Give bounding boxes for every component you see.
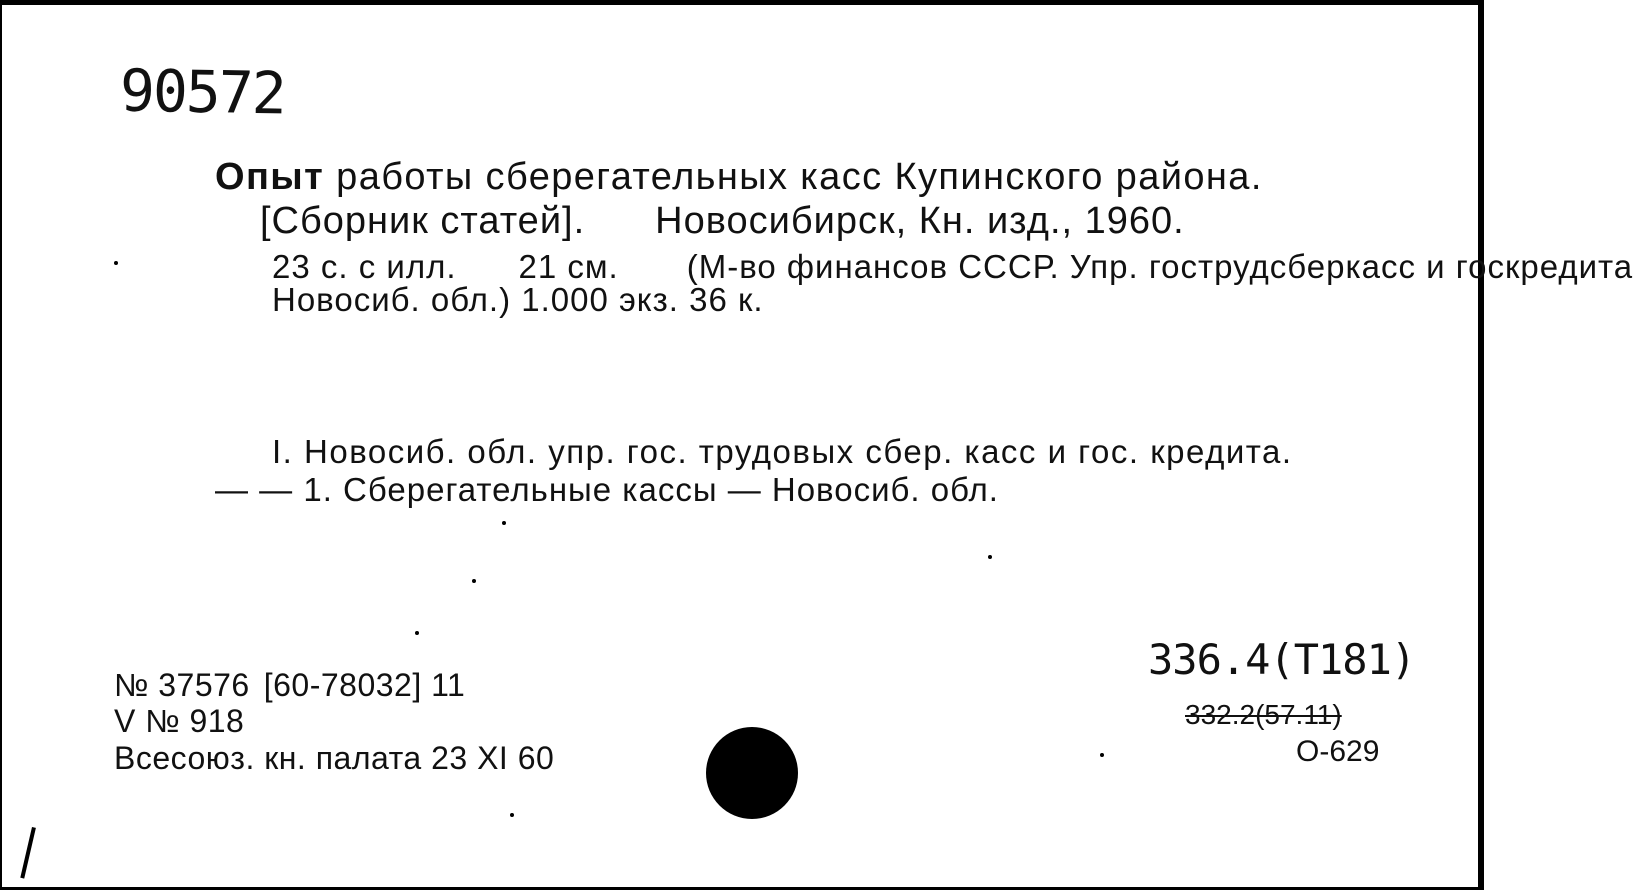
title-subtitle: [Сборник статей]. bbox=[260, 200, 586, 242]
speck bbox=[472, 579, 476, 583]
title-first-word: Опыт bbox=[215, 156, 325, 198]
struck-classification: 332.2(57.11) bbox=[1185, 699, 1342, 730]
size: 21 см. bbox=[518, 248, 619, 285]
title-line-2 bbox=[260, 202, 1185, 240]
order-number: [60-78032] bbox=[263, 667, 422, 703]
collation-line bbox=[272, 250, 1633, 283]
speck bbox=[1100, 753, 1104, 757]
series-note-line-2: Новосиб. обл.) 1.000 экз. 36 к. bbox=[272, 281, 764, 318]
v-number: V № 918 bbox=[114, 703, 245, 739]
imprint: Новосибирск, Кн. изд., 1960. bbox=[655, 200, 1185, 242]
punch-hole bbox=[706, 727, 798, 819]
title-line-1 bbox=[215, 158, 1263, 196]
pages: 23 с. с илл. bbox=[272, 248, 457, 285]
speck bbox=[510, 813, 514, 817]
speck bbox=[988, 555, 992, 559]
speck bbox=[502, 521, 506, 525]
author-code: О-629 bbox=[1296, 735, 1380, 768]
footer-line-1 bbox=[114, 669, 465, 701]
pencil-slash-mark bbox=[20, 827, 36, 879]
speck bbox=[114, 261, 118, 265]
series-note-part-1: (М-во финансов СССР. Упр. гострудсберкасс и госкредита bbox=[686, 248, 1633, 285]
title-rest: работы сберегательных касс Купинского района. bbox=[336, 156, 1263, 198]
card-number: № 37576 bbox=[114, 667, 250, 703]
handwritten-classification: 336.4(T181) bbox=[1148, 635, 1416, 684]
count: 11 bbox=[431, 667, 466, 703]
speck bbox=[415, 631, 419, 635]
book-chamber: Всесоюз. кн. палата 23 XI 60 bbox=[114, 740, 555, 776]
handwritten-card-number: 90572 bbox=[119, 56, 286, 128]
tracing-line-2: — — 1. Сберегательные кассы — Новосиб. обл. bbox=[215, 471, 999, 508]
tracing-line-1: I. Новосиб. обл. упр. гос. трудовых сбер. касс и гос. кредита. bbox=[272, 433, 1293, 470]
